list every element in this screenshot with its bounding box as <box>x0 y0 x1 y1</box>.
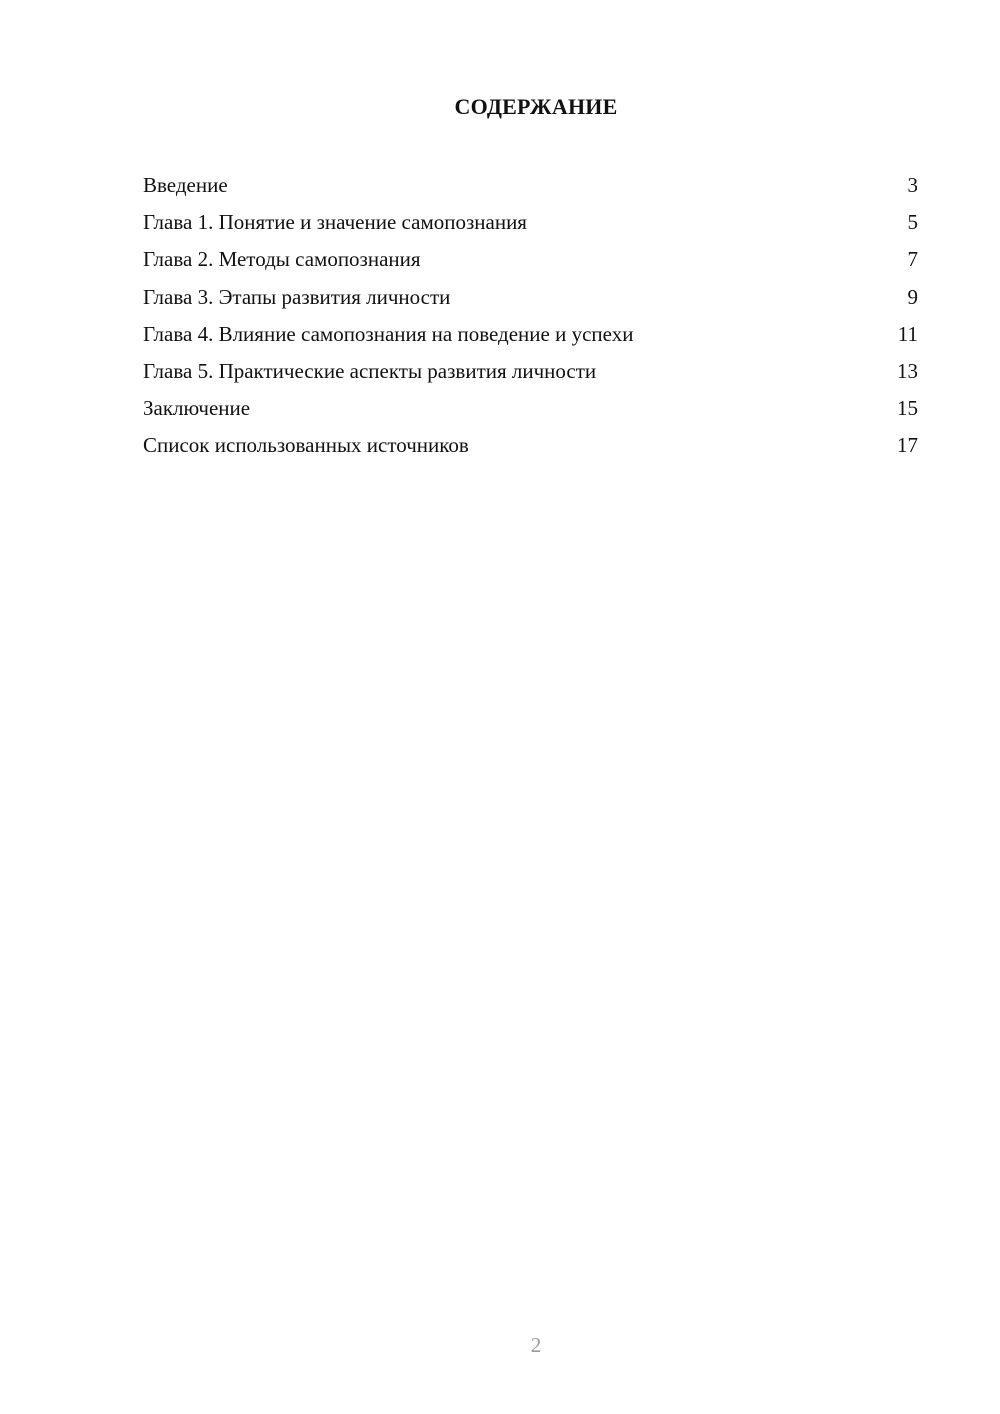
toc-item-label: Глава 5. Практические аспекты развития личности <box>143 358 597 383</box>
toc-item-page: 13 <box>897 358 918 383</box>
table-of-contents <box>143 170 918 468</box>
toc-item-page: 5 <box>907 210 918 235</box>
toc-item-page: 17 <box>897 433 918 458</box>
toc-item-chapter-5 <box>143 356 918 393</box>
toc-item-label: Глава 4. Влияние самопознания на поведение и успехи <box>143 321 634 346</box>
toc-item-label: Введение <box>143 173 228 197</box>
toc-item-introduction <box>143 170 918 207</box>
toc-item-label: Глава 3. Этапы развития личности <box>143 284 451 309</box>
page-number: 2 <box>530 1333 542 1357</box>
toc-item-label: Список использованных источников <box>143 433 469 458</box>
toc-item-label: Глава 2. Методы самопознания <box>143 247 421 272</box>
toc-item-references <box>143 430 918 467</box>
page-title: СОДЕРЖАНИЕ <box>454 94 618 119</box>
toc-item-conclusion <box>143 393 918 430</box>
toc-item-page: 3 <box>907 173 918 197</box>
toc-item-chapter-2 <box>143 244 918 281</box>
toc-item-label: Глава 1. Понятие и значение самопознания <box>143 210 527 235</box>
toc-item-chapter-3 <box>143 282 918 319</box>
toc-item-page: 7 <box>907 247 918 272</box>
toc-item-chapter-4 <box>143 319 918 356</box>
toc-item-label: Заключение <box>143 396 251 421</box>
toc-item-chapter-1 <box>143 207 918 244</box>
toc-item-page: 15 <box>897 396 918 421</box>
toc-item-page: 9 <box>907 284 918 309</box>
toc-item-page: 11 <box>897 321 918 346</box>
